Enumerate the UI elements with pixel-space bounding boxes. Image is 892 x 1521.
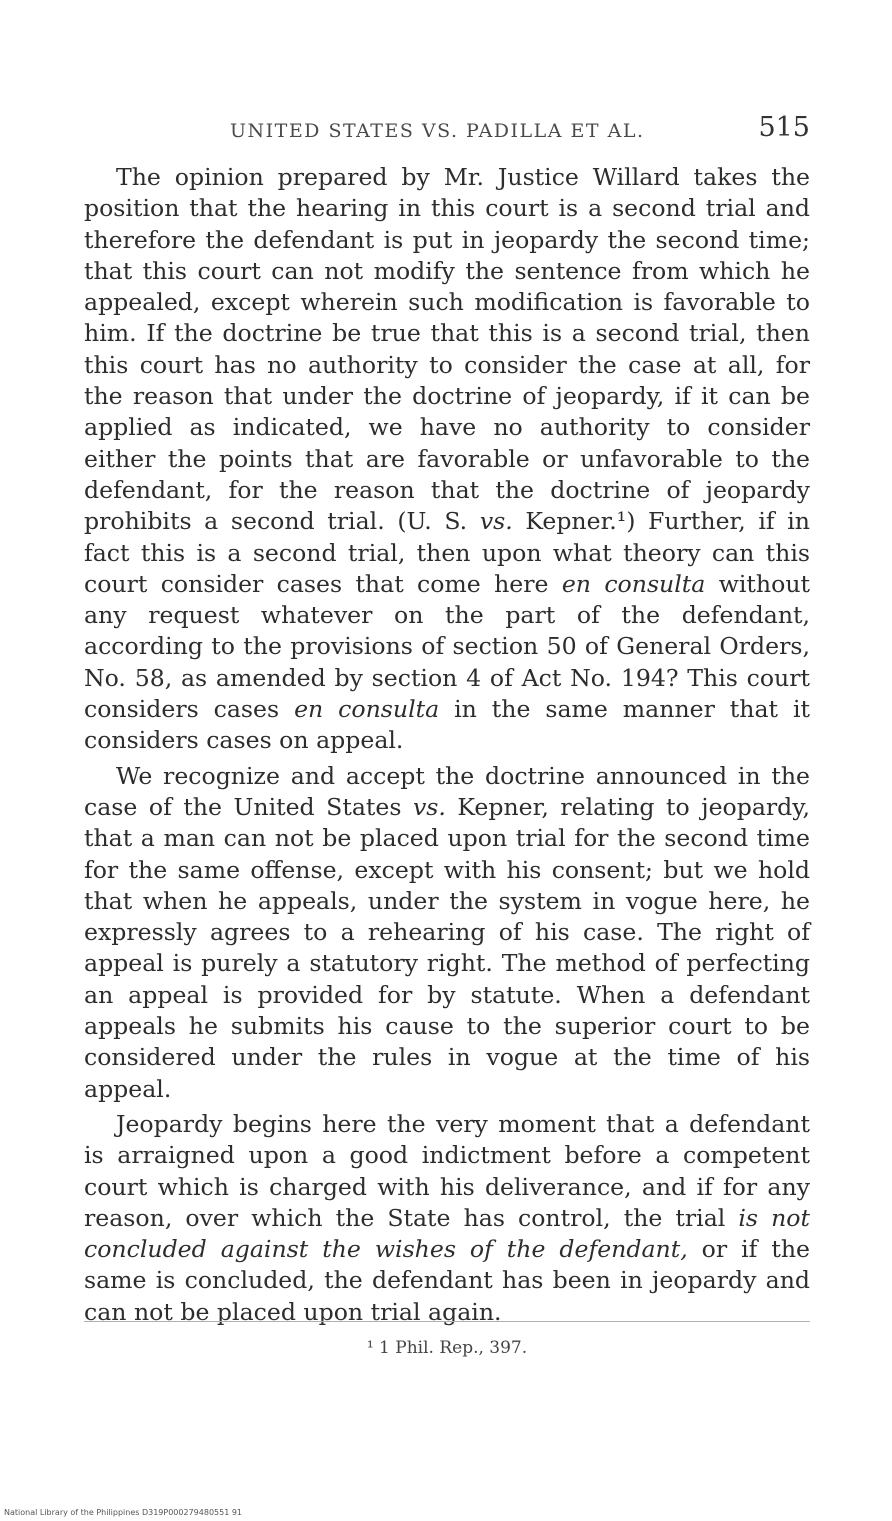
text-segment-italic: en consulta bbox=[561, 569, 706, 598]
text-segment: without any request whatever on the part of the defendant, according to the provisions of section 50 of General Orders, No. 58, as amended by section 4 of Act No. 194? This court considers cases bbox=[84, 569, 810, 724]
running-head: UNITED STATES VS. PADILLA ET AL. bbox=[230, 120, 645, 142]
text-segment-italic: vs. bbox=[479, 507, 513, 536]
text-segment: or if the same is concluded, the defendant has been in jeopardy and can not be placed upon trial again. bbox=[84, 1235, 811, 1326]
paragraph bbox=[84, 761, 810, 1105]
text-segment: in the same manner that it considers cases on appeal. bbox=[84, 695, 810, 755]
text-segment-italic: is not concluded against the wishes of the defendant, bbox=[84, 1203, 810, 1264]
text-segment: We recognize and accept the doctrine announced in the case of the United States bbox=[84, 761, 810, 821]
library-watermark: National Library of the Philippines D319P000279480551 91 bbox=[4, 1508, 243, 1517]
page-number: 515 bbox=[758, 112, 810, 143]
text-segment: Kepner, relating to jeopardy, that a man can not be placed upon trial for the second time for the same offense, except with his consent; but we hold that when he appeals, under the system in vogue here, he expressly agrees to a rehearing of his case. The right of appeal is purely a statutory right. The method of perfecting an appeal is provided for by statute. When a defendant appeals he submits his cause to the superior court to be considered under the rules in vogue at the time of his appeal. bbox=[84, 792, 810, 1103]
paragraph bbox=[84, 1109, 810, 1328]
text-segment-italic: vs. bbox=[412, 792, 446, 821]
footnote: ¹ 1 Phil. Rep., 397. bbox=[366, 1338, 528, 1358]
body-text bbox=[84, 162, 810, 1332]
page-header bbox=[230, 112, 810, 152]
text-segment: The opinion prepared by Mr. Justice Willard takes the position that the hearing in this court is a second trial and therefore the defendant is put in jeopardy the second time; that this court can not modify the sentence from which he appealed, except wherein such modification is favorable to him. If the doctrine be true that this is a second trial, then this court has no authority to consider the case at all, for the reason that under the doctrine of jeopardy, if it can be applied as indicated, we have no authority to consider either the points that are favorable or unfavorable to the defendant, for the reason that the doctrine of jeopardy prohibits a second trial. (U. S. bbox=[84, 163, 810, 536]
paragraph bbox=[84, 162, 810, 757]
text-segment: Jeopardy begins here the very moment that a defendant is arraigned upon a good indictment before a competent court which is charged with his deliverance, and if for any reason, over which the State has control, the trial bbox=[84, 1109, 810, 1232]
text-segment: Kepner.¹) Further, if in fact this is a second trial, then upon what theory can this court consider cases that come here bbox=[84, 507, 810, 598]
footnote-divider bbox=[84, 1321, 810, 1322]
text-segment-italic: en consulta bbox=[294, 695, 440, 724]
